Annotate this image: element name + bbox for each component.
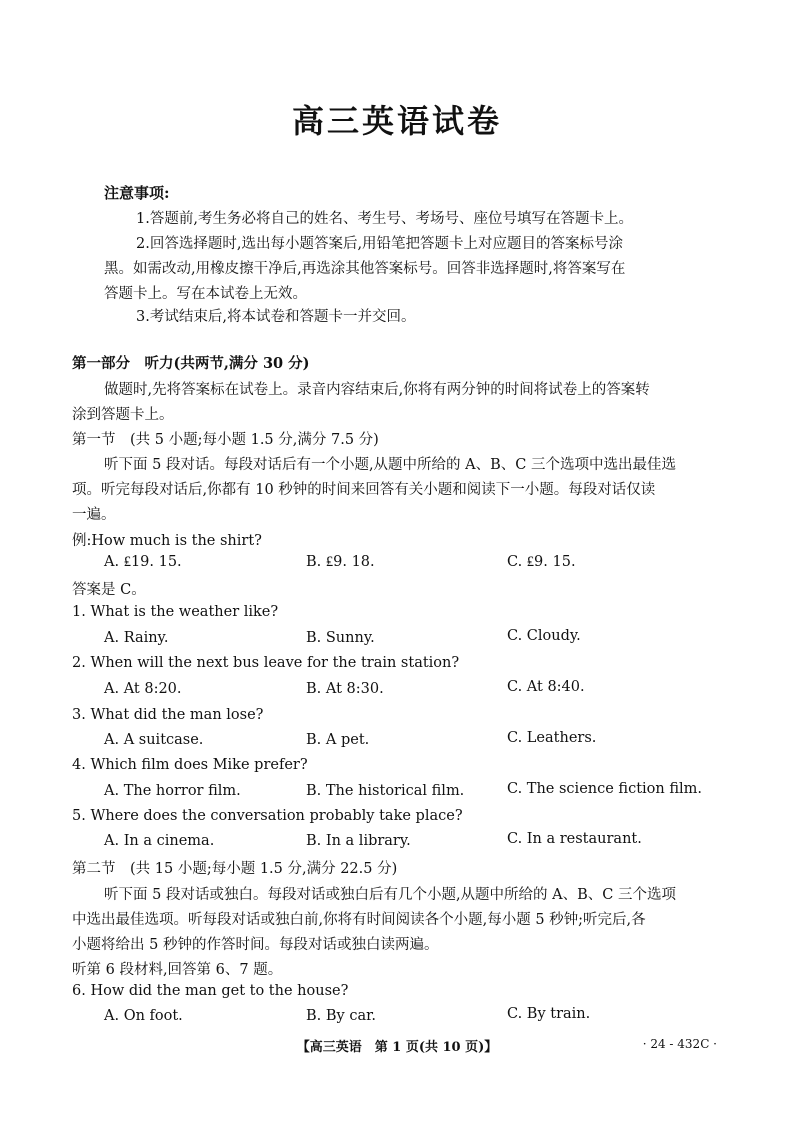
question-6-option-a: A. On foot. bbox=[104, 1008, 183, 1024]
question-4: 4. Which film does Mike prefer? bbox=[72, 757, 308, 773]
question-5-option-a: A. In a cinema. bbox=[104, 833, 215, 849]
question-6-option-b: B. By car. bbox=[306, 1008, 377, 1024]
question-4-option-a: A. The horror film. bbox=[104, 783, 241, 799]
part1-intro-line-2: 涂到答题卡上。 bbox=[72, 407, 174, 423]
page-title: 高三英语试卷 bbox=[291, 102, 502, 140]
example-question: 例:How much is the shirt? bbox=[72, 533, 262, 549]
section2-material: 听第 6 段材料,回答第 6、7 题。 bbox=[72, 962, 283, 978]
exam-code: · 24 - 432C · bbox=[642, 1037, 717, 1051]
section1-heading: 第一节 (共 5 小题;每小题 1.5 分,满分 7.5 分) bbox=[72, 432, 379, 448]
section2-intro-line-3: 小题将给出 5 秒钟的作答时间。每段对话或独白读两遍。 bbox=[72, 937, 439, 953]
question-5-option-c: C. In a restaurant. bbox=[507, 831, 642, 847]
section1-intro-line-1: 听下面 5 段对话。每段对话后有一个小题,从题中所给的 A、B、C 三个选项中选出最佳选 bbox=[104, 457, 676, 473]
question-1-option-c: C. Cloudy. bbox=[507, 628, 581, 644]
question-2: 2. When will the next bus leave for the train station? bbox=[72, 655, 460, 671]
question-1-option-b: B. Sunny. bbox=[306, 630, 375, 646]
question-3-option-c: C. Leathers. bbox=[507, 730, 597, 746]
question-4-option-b: B. The historical film. bbox=[306, 783, 465, 799]
section2-heading: 第二节 (共 15 小题;每小题 1.5 分,满分 22.5 分) bbox=[72, 861, 398, 877]
part1-heading: 第一部分 听力(共两节,满分 30 分) bbox=[72, 355, 310, 372]
question-2-option-b: B. At 8:30. bbox=[306, 681, 384, 697]
notice-item-1: 1.答题前,考生务必将自己的姓名、考生号、考场号、座位号填写在答题卡上。 bbox=[136, 211, 633, 227]
question-3: 3. What did the man lose? bbox=[72, 707, 264, 723]
question-4-option-c: C. The science fiction film. bbox=[507, 781, 703, 797]
question-2-option-c: C. At 8:40. bbox=[507, 679, 585, 695]
example-answer: 答案是 C。 bbox=[72, 582, 146, 598]
question-1: 1. What is the weather like? bbox=[72, 604, 279, 620]
section2-intro-line-2: 中选出最佳选项。听每段对话或独白前,你将有时间阅读各个小题,每小题 5 秒钟;听完后,各 bbox=[72, 912, 646, 928]
section1-intro-line-2: 项。听完每段对话后,你都有 10 秒钟的时间来回答有关小题和阅读下一小题。每段对话仅读 bbox=[72, 482, 656, 498]
notice-heading: 注意事项: bbox=[104, 184, 170, 202]
section1-intro-line-3: 一遍。 bbox=[72, 507, 116, 523]
question-6-option-c: C. By train. bbox=[507, 1006, 591, 1022]
question-5-option-b: B. In a library. bbox=[306, 833, 411, 849]
question-2-option-a: A. At 8:20. bbox=[104, 681, 182, 697]
notice-item-2-line-3: 答题卡上。写在本试卷上无效。 bbox=[104, 286, 307, 302]
question-3-option-a: A. A suitcase. bbox=[104, 732, 204, 748]
section2-intro-line-1: 听下面 5 段对话或独白。每段对话或独白后有几个小题,从题中所给的 A、B、C 三个选项 bbox=[104, 887, 676, 903]
question-1-option-a: A. Rainy. bbox=[104, 630, 169, 646]
notice-item-2-line-2: 黑。如需改动,用橡皮擦干净后,再选涂其他答案标号。回答非选择题时,将答案写在 bbox=[104, 261, 626, 277]
question-6: 6. How did the man get to the house? bbox=[72, 983, 349, 999]
question-5: 5. Where does the conversation probably take place? bbox=[72, 808, 463, 824]
part1-intro-line-1: 做题时,先将答案标在试卷上。录音内容结束后,你将有两分钟的时间将试卷上的答案转 bbox=[104, 382, 650, 398]
example-option-a: A. ₤19. 15. bbox=[104, 554, 182, 570]
example-option-b: B. ₤9. 18. bbox=[306, 554, 375, 570]
question-3-option-b: B. A pet. bbox=[306, 732, 370, 748]
notice-item-3: 3.考试结束后,将本试卷和答题卡一并交回。 bbox=[136, 309, 416, 325]
page-footer: 【高三英语 第 1 页(共 10 页)】 bbox=[296, 1040, 498, 1055]
notice-item-2-line-1: 2.回答选择题时,选出每小题答案后,用铅笔把答题卡上对应题目的答案标号涂 bbox=[136, 236, 624, 252]
example-option-c: C. ₤9. 15. bbox=[507, 554, 576, 570]
